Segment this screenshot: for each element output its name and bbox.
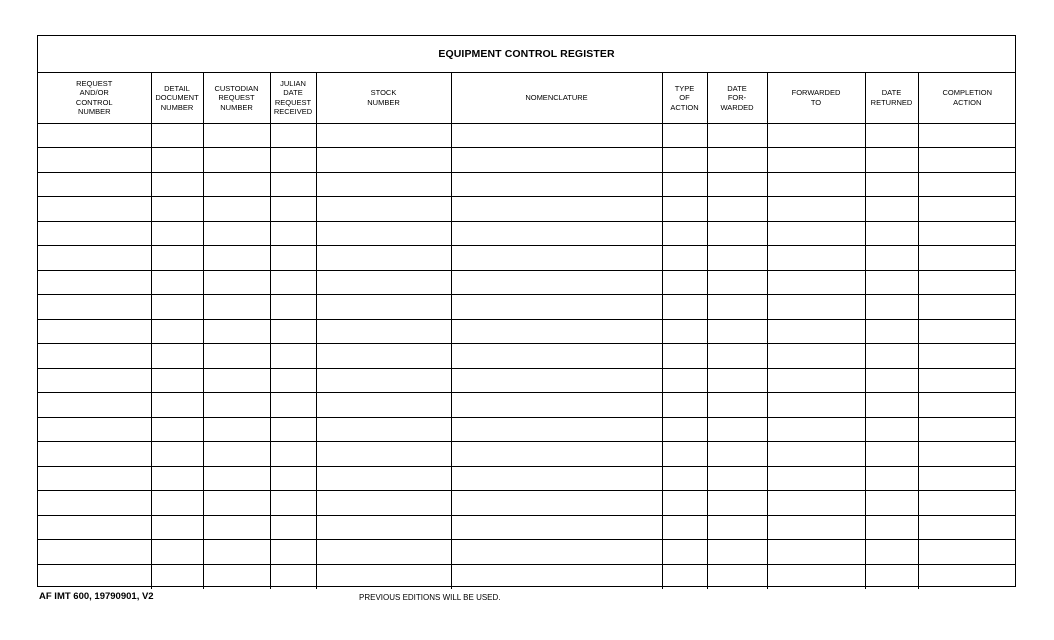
table-cell[interactable]	[662, 442, 707, 467]
table-cell[interactable]	[316, 123, 451, 148]
table-cell[interactable]	[767, 368, 865, 393]
table-cell[interactable]	[203, 270, 270, 295]
table-cell[interactable]	[203, 466, 270, 491]
table-row	[38, 172, 1016, 197]
table-cell[interactable]	[865, 344, 918, 369]
table-cell[interactable]	[865, 197, 918, 222]
table-cell[interactable]	[151, 368, 203, 393]
table-cell[interactable]	[767, 148, 865, 173]
table-cell[interactable]	[662, 172, 707, 197]
table-cell[interactable]	[918, 466, 1016, 491]
table-cell[interactable]	[451, 515, 662, 540]
table-cell[interactable]	[151, 295, 203, 320]
table-cell[interactable]	[767, 491, 865, 516]
table-cell[interactable]	[151, 417, 203, 442]
table-cell[interactable]	[451, 491, 662, 516]
table-cell[interactable]	[151, 123, 203, 148]
table-cell[interactable]	[767, 246, 865, 271]
table-row	[38, 368, 1016, 393]
table-cell[interactable]	[918, 123, 1016, 148]
table-cell[interactable]	[707, 123, 767, 148]
table-cell[interactable]	[38, 540, 151, 565]
table-cell[interactable]	[203, 221, 270, 246]
table-cell[interactable]	[918, 368, 1016, 393]
table-cell[interactable]	[38, 368, 151, 393]
table-cell[interactable]	[316, 197, 451, 222]
table-cell[interactable]	[203, 172, 270, 197]
col-stock-number-header: STOCK NUMBER	[316, 73, 451, 123]
table-cell[interactable]	[707, 270, 767, 295]
table-cell[interactable]	[203, 123, 270, 148]
table-cell[interactable]	[451, 295, 662, 320]
table-cell[interactable]	[316, 270, 451, 295]
table-cell[interactable]	[270, 197, 316, 222]
table-cell[interactable]	[865, 172, 918, 197]
table-cell[interactable]	[203, 540, 270, 565]
table-cell[interactable]	[451, 123, 662, 148]
table-row	[38, 221, 1016, 246]
table-row	[38, 246, 1016, 271]
table-cell[interactable]	[451, 319, 662, 344]
table-cell[interactable]	[316, 368, 451, 393]
table-cell[interactable]	[767, 123, 865, 148]
table-cell[interactable]	[707, 295, 767, 320]
table-cell[interactable]	[662, 515, 707, 540]
table-cell[interactable]	[38, 270, 151, 295]
table-cell[interactable]	[203, 344, 270, 369]
table-cell[interactable]	[270, 221, 316, 246]
table-cell[interactable]	[451, 393, 662, 418]
table-cell[interactable]	[707, 148, 767, 173]
col-custodian-request-number-header: CUSTODIAN REQUEST NUMBER	[203, 73, 270, 123]
table-cell[interactable]	[451, 221, 662, 246]
table-cell[interactable]	[203, 393, 270, 418]
table-cell[interactable]	[316, 246, 451, 271]
table-cell[interactable]	[270, 295, 316, 320]
table-cell[interactable]	[270, 515, 316, 540]
table-cell[interactable]	[918, 221, 1016, 246]
table-cell[interactable]	[767, 319, 865, 344]
table-row	[38, 564, 1016, 589]
table-cell[interactable]	[918, 442, 1016, 467]
table-cell[interactable]	[38, 221, 151, 246]
table-cell[interactable]	[918, 393, 1016, 418]
table-cell[interactable]	[151, 442, 203, 467]
table-cell[interactable]	[662, 221, 707, 246]
table-cell[interactable]	[203, 368, 270, 393]
table-cell[interactable]	[451, 466, 662, 491]
table-cell[interactable]	[865, 466, 918, 491]
table-cell[interactable]	[203, 319, 270, 344]
table-cell[interactable]	[151, 393, 203, 418]
table-cell[interactable]	[151, 197, 203, 222]
table-cell[interactable]	[316, 417, 451, 442]
table-cell[interactable]	[865, 221, 918, 246]
table-cell[interactable]	[662, 123, 707, 148]
table-cell[interactable]	[918, 417, 1016, 442]
table-row	[38, 197, 1016, 222]
table-cell[interactable]	[707, 197, 767, 222]
table-cell[interactable]	[203, 295, 270, 320]
table-cell[interactable]	[767, 442, 865, 467]
table-cell[interactable]	[918, 491, 1016, 516]
col-completion-action-header: COMPLETION ACTION	[918, 73, 1016, 123]
table-cell[interactable]	[451, 540, 662, 565]
table-row	[38, 442, 1016, 467]
table-cell[interactable]	[767, 540, 865, 565]
table-cell[interactable]	[767, 295, 865, 320]
table-cell[interactable]	[767, 197, 865, 222]
table-cell[interactable]	[38, 344, 151, 369]
table-cell[interactable]	[707, 466, 767, 491]
form-title: EQUIPMENT CONTROL REGISTER	[38, 36, 1015, 73]
table-cell[interactable]	[451, 442, 662, 467]
table-cell[interactable]	[316, 344, 451, 369]
header-row	[38, 73, 1016, 123]
table-cell[interactable]	[270, 442, 316, 467]
table-cell[interactable]	[270, 123, 316, 148]
table-cell[interactable]	[316, 515, 451, 540]
table-cell[interactable]	[451, 246, 662, 271]
table-cell[interactable]	[865, 442, 918, 467]
table-cell[interactable]	[662, 564, 707, 589]
table-cell[interactable]	[270, 491, 316, 516]
table-cell[interactable]	[38, 172, 151, 197]
table-cell[interactable]	[451, 564, 662, 589]
table-cell[interactable]	[38, 417, 151, 442]
table-cell[interactable]	[918, 319, 1016, 344]
table-cell[interactable]	[918, 197, 1016, 222]
table-cell[interactable]	[270, 319, 316, 344]
table-cell[interactable]	[767, 393, 865, 418]
table-cell[interactable]	[707, 344, 767, 369]
table-cell[interactable]	[38, 393, 151, 418]
table-cell[interactable]	[270, 393, 316, 418]
table-cell[interactable]	[316, 172, 451, 197]
table-cell[interactable]	[865, 148, 918, 173]
col-request-control-number-header: REQUEST AND/OR CONTROL NUMBER	[38, 73, 151, 123]
table-cell[interactable]	[865, 295, 918, 320]
table-cell[interactable]	[151, 246, 203, 271]
table-cell[interactable]	[767, 221, 865, 246]
table-cell[interactable]	[767, 172, 865, 197]
table-cell[interactable]	[707, 221, 767, 246]
table-cell[interactable]	[203, 515, 270, 540]
table-cell[interactable]	[918, 344, 1016, 369]
table-cell[interactable]	[865, 515, 918, 540]
table-row	[38, 466, 1016, 491]
table-cell[interactable]	[451, 368, 662, 393]
table-cell[interactable]	[151, 491, 203, 516]
table-cell[interactable]	[270, 540, 316, 565]
table-cell[interactable]	[151, 466, 203, 491]
table-cell[interactable]	[662, 295, 707, 320]
register-table	[38, 73, 1016, 589]
col-type-of-action-header: TYPE OF ACTION	[662, 73, 707, 123]
table-cell[interactable]	[662, 417, 707, 442]
table-cell[interactable]	[203, 246, 270, 271]
table-cell[interactable]	[316, 540, 451, 565]
table-cell[interactable]	[707, 417, 767, 442]
table-cell[interactable]	[316, 466, 451, 491]
table-cell[interactable]	[767, 270, 865, 295]
table-cell[interactable]	[918, 172, 1016, 197]
table-cell[interactable]	[865, 540, 918, 565]
table-cell[interactable]	[707, 515, 767, 540]
table-row	[38, 491, 1016, 516]
table-cell[interactable]	[203, 197, 270, 222]
table-cell[interactable]	[918, 270, 1016, 295]
table-cell[interactable]	[662, 344, 707, 369]
table-cell[interactable]	[767, 417, 865, 442]
table-cell[interactable]	[203, 491, 270, 516]
table-cell[interactable]	[865, 564, 918, 589]
table-cell[interactable]	[270, 466, 316, 491]
table-row	[38, 417, 1016, 442]
table-row	[38, 344, 1016, 369]
table-row	[38, 123, 1016, 148]
table-cell[interactable]	[865, 393, 918, 418]
table-cell[interactable]	[707, 564, 767, 589]
col-detail-document-number-header: DETAIL DOCUMENT NUMBER	[151, 73, 203, 123]
table-row	[38, 515, 1016, 540]
table-cell[interactable]	[270, 148, 316, 173]
table-cell[interactable]	[918, 246, 1016, 271]
col-nomenclature-header: NOMENCLATURE	[451, 73, 662, 123]
table-cell[interactable]	[270, 270, 316, 295]
table-cell[interactable]	[865, 368, 918, 393]
table-cell[interactable]	[451, 197, 662, 222]
table-cell[interactable]	[270, 368, 316, 393]
table-cell[interactable]	[38, 515, 151, 540]
table-cell[interactable]	[662, 148, 707, 173]
table-cell[interactable]	[151, 221, 203, 246]
table-cell[interactable]	[918, 295, 1016, 320]
table-cell[interactable]	[865, 319, 918, 344]
table-cell[interactable]	[316, 564, 451, 589]
table-cell[interactable]	[865, 270, 918, 295]
table-cell[interactable]	[316, 319, 451, 344]
table-cell[interactable]	[918, 564, 1016, 589]
table-cell[interactable]	[203, 442, 270, 467]
table-cell[interactable]	[38, 123, 151, 148]
table-cell[interactable]	[203, 564, 270, 589]
table-cell[interactable]	[151, 148, 203, 173]
table-cell[interactable]	[767, 515, 865, 540]
col-forwarded-to-header: FORWARDED TO	[767, 73, 865, 123]
table-cell[interactable]	[767, 466, 865, 491]
table-cell[interactable]	[918, 540, 1016, 565]
table-cell[interactable]	[151, 344, 203, 369]
table-cell[interactable]	[707, 491, 767, 516]
table-cell[interactable]	[270, 246, 316, 271]
register-body	[38, 123, 1016, 589]
table-cell[interactable]	[316, 393, 451, 418]
table-cell[interactable]	[203, 148, 270, 173]
table-cell[interactable]	[316, 491, 451, 516]
table-cell[interactable]	[203, 417, 270, 442]
table-cell[interactable]	[451, 270, 662, 295]
table-cell[interactable]	[707, 368, 767, 393]
table-cell[interactable]	[38, 197, 151, 222]
table-cell[interactable]	[38, 442, 151, 467]
table-cell[interactable]	[707, 540, 767, 565]
table-cell[interactable]	[38, 295, 151, 320]
table-cell[interactable]	[38, 319, 151, 344]
table-cell[interactable]	[707, 442, 767, 467]
table-row	[38, 319, 1016, 344]
table-cell[interactable]	[316, 442, 451, 467]
table-row	[38, 295, 1016, 320]
table-cell[interactable]	[151, 540, 203, 565]
table-cell[interactable]	[151, 172, 203, 197]
equipment-control-register-form	[37, 35, 1016, 587]
editions-note: PREVIOUS EDITIONS WILL BE USED.	[359, 593, 501, 602]
table-cell[interactable]	[151, 515, 203, 540]
table-cell[interactable]	[316, 295, 451, 320]
table-cell[interactable]	[270, 344, 316, 369]
table-cell[interactable]	[316, 221, 451, 246]
table-cell[interactable]	[662, 540, 707, 565]
table-cell[interactable]	[151, 319, 203, 344]
col-date-returned-header: DATE RETURNED	[865, 73, 918, 123]
table-cell[interactable]	[38, 491, 151, 516]
table-cell[interactable]	[38, 466, 151, 491]
table-cell[interactable]	[38, 148, 151, 173]
table-cell[interactable]	[767, 344, 865, 369]
table-cell[interactable]	[662, 466, 707, 491]
table-row	[38, 393, 1016, 418]
table-cell[interactable]	[151, 564, 203, 589]
table-cell[interactable]	[707, 319, 767, 344]
table-cell[interactable]	[662, 368, 707, 393]
table-cell[interactable]	[767, 564, 865, 589]
table-row	[38, 148, 1016, 173]
table-cell[interactable]	[662, 197, 707, 222]
col-date-forwarded-header: DATE FOR- WARDED	[707, 73, 767, 123]
table-cell[interactable]	[707, 393, 767, 418]
table-cell[interactable]	[865, 246, 918, 271]
table-cell[interactable]	[451, 417, 662, 442]
table-cell[interactable]	[662, 319, 707, 344]
table-cell[interactable]	[451, 344, 662, 369]
table-cell[interactable]	[918, 515, 1016, 540]
table-cell[interactable]	[662, 270, 707, 295]
table-cell[interactable]	[270, 564, 316, 589]
table-cell[interactable]	[270, 172, 316, 197]
table-cell[interactable]	[270, 417, 316, 442]
table-cell[interactable]	[918, 148, 1016, 173]
table-cell[interactable]	[707, 172, 767, 197]
table-cell[interactable]	[38, 564, 151, 589]
table-cell[interactable]	[662, 491, 707, 516]
table-cell[interactable]	[662, 246, 707, 271]
table-cell[interactable]	[707, 246, 767, 271]
table-cell[interactable]	[38, 246, 151, 271]
table-cell[interactable]	[865, 123, 918, 148]
table-cell[interactable]	[316, 148, 451, 173]
table-row	[38, 540, 1016, 565]
table-row	[38, 270, 1016, 295]
table-cell[interactable]	[451, 148, 662, 173]
table-cell[interactable]	[662, 393, 707, 418]
table-cell[interactable]	[451, 172, 662, 197]
form-identifier: AF IMT 600, 19790901, V2	[39, 591, 154, 602]
table-cell[interactable]	[151, 270, 203, 295]
table-cell[interactable]	[865, 491, 918, 516]
table-cell[interactable]	[865, 417, 918, 442]
col-julian-date-header: JULIAN DATE REQUEST RECEIVED	[270, 73, 316, 123]
